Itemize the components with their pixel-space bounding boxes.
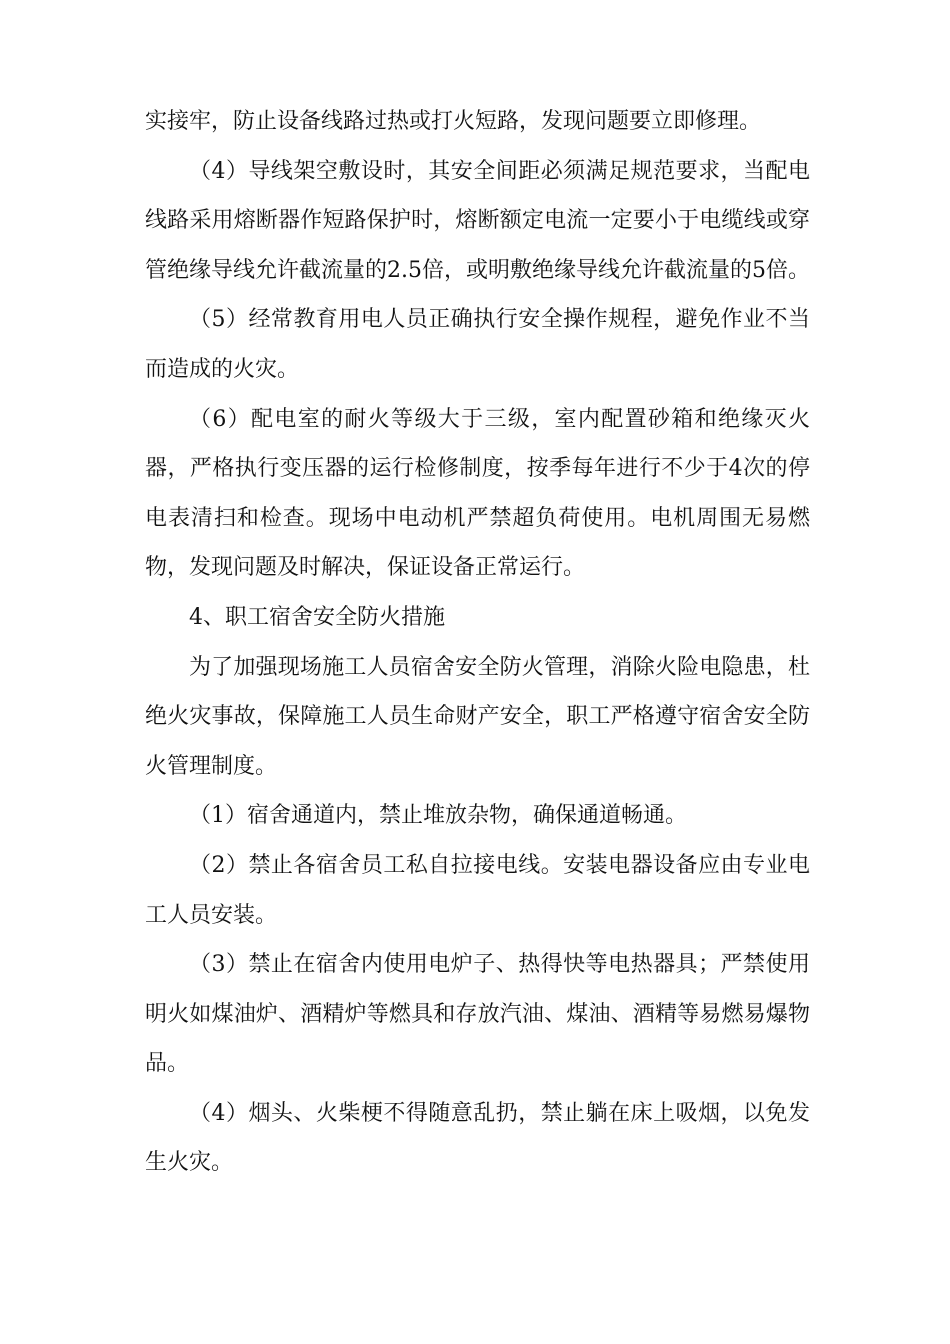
paragraph-continuation: 实接牢，防止设备线路过热或打火短路，发现问题要立即修理。 [145, 109, 762, 134]
paragraph-dorm-item-3: （3）禁止在宿舍内使用电炉子、热得快等电热器具；严禁使用明火如煤油炉、酒精炉等燃具和存放汽油、煤油、酒精等易燃易爆物品。 [145, 952, 810, 1077]
paragraph-item-4-overhead-wiring: （4）导线架空敷设时，其安全间距必须满足规范要求，当配电线路采用熔断器作短路保护时，熔断额定电流一定要小于电缆线或穿管绝缘导线允许截流量的2.5倍，或明敷绝缘导线允许截流量的5倍。 [145, 158, 810, 283]
paragraph-dorm-item-4: （4）烟头、火柴梗不得随意乱扔，禁止躺在床上吸烟，以免发生火灾。 [145, 1100, 810, 1176]
section-heading-dormitory: 4、职工宿舍安全防火措施 [189, 604, 445, 630]
paragraph-dormitory-intro: 为了加强现场施工人员宿舍安全防火管理，消除火险电隐患，杜绝火灾事故，保障施工人员生命财产安全，职工严格遵守宿舍安全防火管理制度。 [145, 654, 810, 779]
paragraph-item-5-education: （5）经常教育用电人员正确执行安全操作规程，避免作业不当而造成的火灾。 [145, 307, 810, 382]
document-body [145, 97, 810, 1188]
paragraph-dorm-item-2: （2）禁止各宿舍员工私自拉接电线。安装电器设备应由专业电工人员安装。 [145, 852, 810, 928]
paragraph-item-6-power-room: （6）配电室的耐火等级大于三级，室内配置砂箱和绝缘灭火器，严格执行变压器的运行检修制度，按季每年进行不少于4次的停电表清扫和检查。现场中电动机严禁超负荷使用。电机周围无易燃物，发现问题及时解决，保证设备正常运行。 [145, 406, 810, 581]
paragraph-dorm-item-1: （1）宿舍通道内，禁止堆放杂物，确保通道畅通。 [189, 803, 687, 829]
